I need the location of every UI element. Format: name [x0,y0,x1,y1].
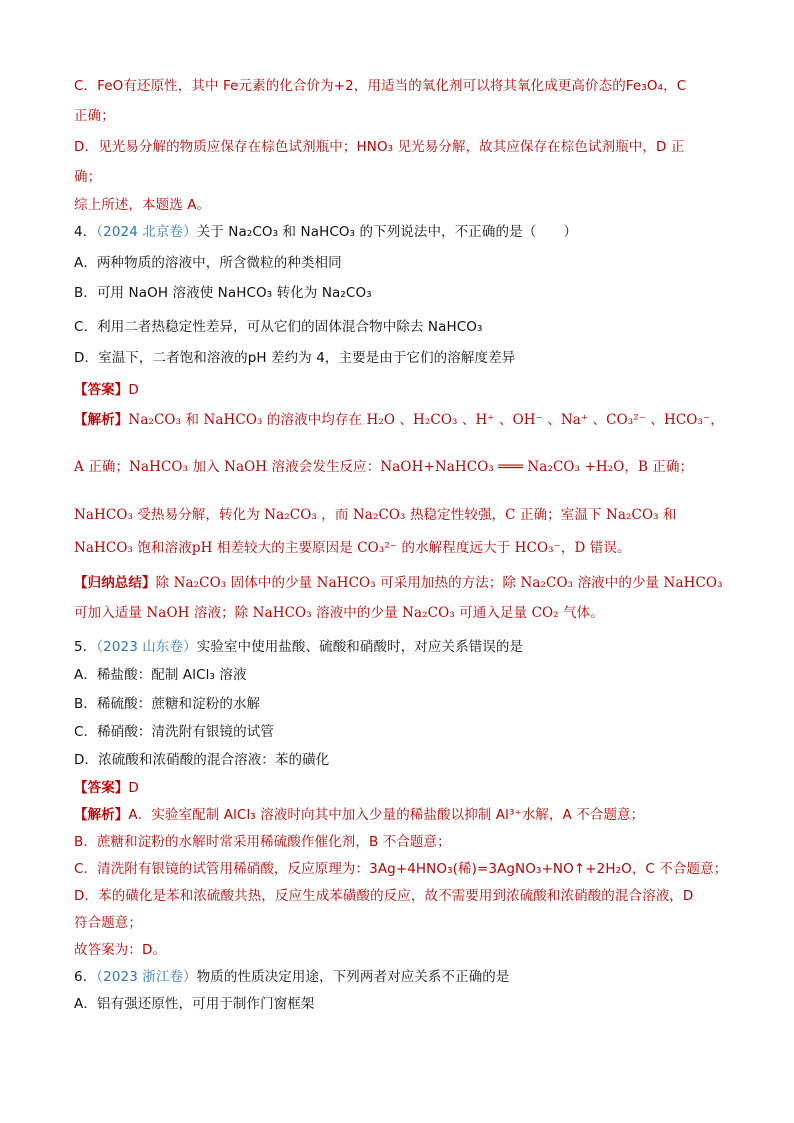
question-4-summary-1: 【归纳总结】除 Na₂CO₃ 固体中的少量 NaHCO₃ 可采用加热的方法；除 Na₂CO₃ 溶液中的少量 NaHCO₃ [74,575,723,591]
answer-value: D [128,382,139,398]
question-4-analysis-3: NaHCO₃ 受热易分解，转化为 Na₂CO₃ ，而 Na₂CO₃ 热稳定性较强，C 正确；室温下 Na₂CO₃ 和 [74,507,677,523]
summary-tag: 【归纳总结】 [74,575,156,591]
question-text: 实验室中使用盐酸、硫酸和硝酸时，对应关系错误的是 [196,639,524,655]
analysis-tag: 【解析】 [74,807,129,823]
question-4-analysis-4: NaHCO₃ 饱和溶液pH 相差较大的主要原因是 CO₃²⁻ 的水解程度远大于 HCO₃⁻，D 错误。 [74,540,631,556]
question-number: 6． [74,969,97,985]
question-number: 4． [74,224,97,240]
question-5-conclusion: 故答案为：D。 [74,942,167,958]
explanation-line-c: C．FeO有还原性，其中 Fe元素的化合价为+2，用适当的氧化剂可以将其氧化成更高价态的Fe₃O₄，C [74,78,687,94]
summary-line: 综上所述，本题选 A。 [74,197,211,213]
question-4-stem [74,222,577,242]
question-4-summary-2: 可加入适量 NaOH 溶液；除 NaHCO₃ 溶液中的少量 Na₂CO₃ 可通入足量 CO₂ 气体。 [74,605,604,621]
question-5-analysis-1: 【解析】A．实验室配制 AlCl₃ 溶液时向其中加入少量的稀盐酸以抑制 Al³⁺水解，A 不合题意； [74,807,645,823]
question-5-analysis-3: C．清洗附有银镜的试管用稀硝酸，反应原理为：3Ag+4HNO₃(稀)=3AgNO₃+NO↑+2H₂O，C 不合题意； [74,861,728,877]
explanation-line-c-cont: 正确； [74,108,115,124]
question-5-option-c: C．稀硝酸：清洗附有银镜的试管 [74,724,274,740]
question-number: 5． [74,639,97,655]
question-5-option-d: D．浓硫酸和浓硝酸的混合溶液：苯的磺化 [74,752,330,768]
question-5-analysis-2: B．蔗糖和淀粉的水解时常采用稀硫酸作催化剂，B 不合题意； [74,834,451,850]
question-5-answer [74,778,139,798]
question-text: 物质的性质决定用途，下列两者对应关系不正确的是 [196,969,510,985]
answer-value: D [128,780,139,796]
question-5-stem [74,637,523,657]
question-5-option-a: A．稀盐酸：配制 AlCl₃ 溶液 [74,667,247,683]
question-4-analysis-2: A 正确；NaHCO₃ 加入 NaOH 溶液会发生反应：NaOH+NaHCO₃ ═══ Na₂CO₃ +H₂O，B 正确； [74,459,694,475]
question-5-analysis-5: 符合题意； [74,915,142,931]
question-5-option-b: B．稀硫酸：蔗糖和淀粉的水解 [74,696,261,712]
question-4-analysis-1: 【解析】Na₂CO₃ 和 NaHCO₃ 的溶液中均存在 H₂O 、H₂CO₃ 、H⁺ 、OH⁻ 、Na⁺ 、CO₃²⁻ 、HCO₃⁻， [74,412,724,428]
answer-tag: 【答案】 [74,780,129,796]
answer-tag: 【答案】 [74,382,129,398]
question-source: （2023 山东卷） [96,639,197,655]
explanation-line-d: D．见光易分解的物质应保存在棕色试剂瓶中；HNO₃ 见光易分解，故其应保存在棕色试剂瓶中，D 正 [74,139,685,155]
question-4-option-c: C．利用二者热稳定性差异，可从它们的固体混合物中除去 NaHCO₃ [74,319,483,335]
question-4-option-a: A．两种物质的溶液中，所含微粒的种类相同 [74,255,342,271]
question-6-option-a: A．铝有强还原性，可用于制作门窗框架 [74,996,315,1012]
question-source: （2023 浙江卷） [96,969,197,985]
question-text: 关于 Na₂CO₃ 和 NaHCO₃ 的下列说法中，不正确的是（ ） [196,224,578,240]
question-6-stem [74,967,510,987]
question-4-option-b: B．可用 NaOH 溶液使 NaHCO₃ 转化为 Na₂CO₃ [74,285,372,301]
analysis-tag: 【解析】 [74,412,129,428]
question-5-analysis-4: D．苯的磺化是苯和浓硫酸共热，反应生成苯磺酸的反应，故不需要用到浓硫酸和浓硝酸的混合溶液，D [74,888,694,904]
question-source: （2024 北京卷） [96,224,197,240]
explanation-line-d-cont: 确； [74,169,102,185]
question-4-answer [74,380,139,400]
question-4-option-d: D．室温下，二者饱和溶液的pH 差约为 4，主要是由于它们的溶解度差异 [74,350,516,366]
